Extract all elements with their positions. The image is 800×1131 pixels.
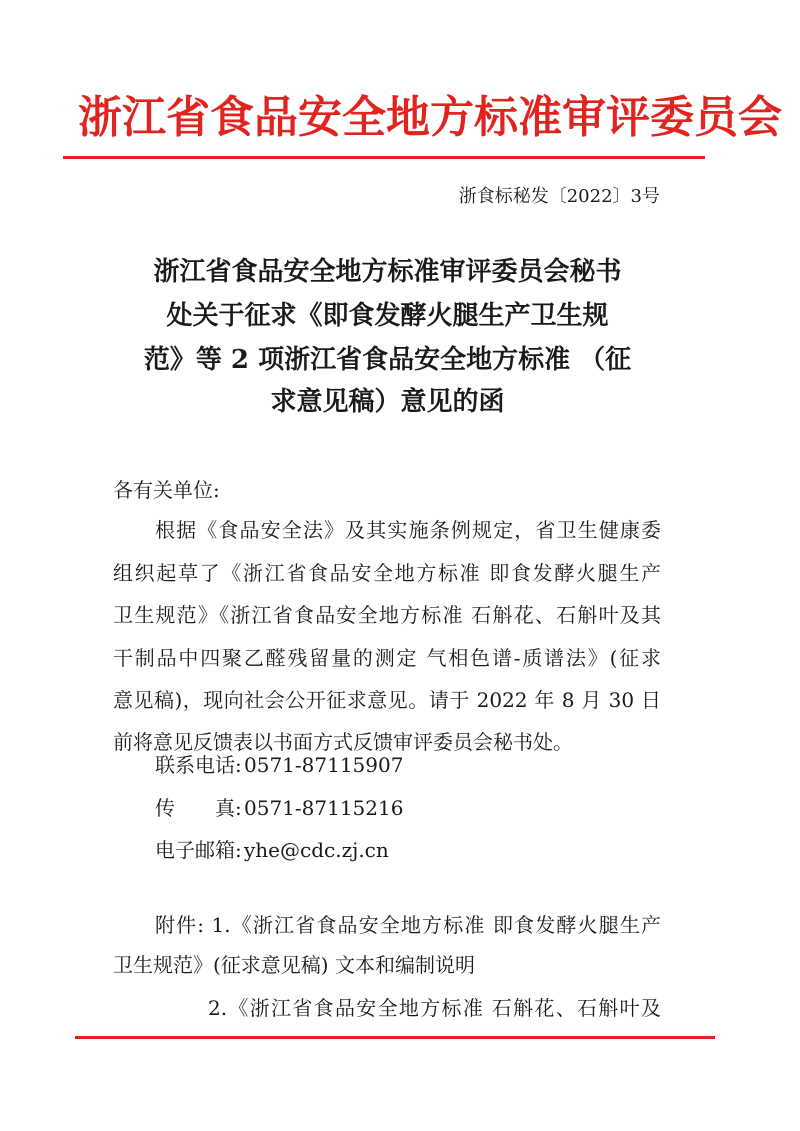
body-line: 根据《食品安全法》及其实施条例规定，省卫生健康委: [155, 518, 661, 542]
attachment-line: 卫生规范》(征求意见稿) 文本和编制说明: [113, 953, 475, 977]
salutation: 各有关单位:: [113, 478, 220, 502]
issuer-header: 浙江省食品安全地方标准审评委员会: [78, 92, 782, 143]
body-line: 卫生规范》《浙江省食品安全地方标准 石斛花、石斛叶及其: [113, 603, 661, 627]
body-line: 意见稿)，现向社会公开征求意见。请于 2022 年 8 月 30 日: [113, 688, 661, 712]
title-line: 求意见稿）意见的函: [270, 387, 505, 417]
header-divider: [63, 156, 705, 159]
phone-label: 联系电话:: [155, 753, 242, 777]
body-line: 前将意见反馈表以书面方式反馈审评委员会秘书处。: [113, 730, 573, 754]
title-line: 处关于征求《即食发酵火腿生产卫生规: [166, 301, 609, 331]
attachment-line: 附件: 1.《浙江省食品安全地方标准 即食发酵火腿生产: [155, 913, 661, 937]
document-number: 浙食标秘发〔2022〕3号: [458, 186, 660, 207]
body-line: 组织起草了《浙江省食品安全地方标准 即食发酵火腿生产: [113, 561, 661, 585]
title-line: 范》等 2 项浙江省食品安全地方标准 （征: [143, 345, 632, 375]
footer-divider: [75, 1036, 715, 1039]
email-value: yhe@cdc.zj.cn: [244, 838, 389, 862]
phone-value: 0571-87115907: [244, 753, 404, 777]
email-label: 电子邮箱:: [155, 838, 242, 862]
body-line: 干制品中四聚乙醛残留量的测定 气相色谱-质谱法》(征求: [113, 646, 661, 670]
attachment-line: 2.《浙江省食品安全地方标准 石斛花、石斛叶及: [208, 996, 661, 1020]
fax-value: 0571-87115216: [244, 796, 404, 820]
title-line: 浙江省食品安全地方标准审评委员会秘书: [153, 257, 622, 287]
fax-label: 传 真:: [155, 796, 242, 820]
